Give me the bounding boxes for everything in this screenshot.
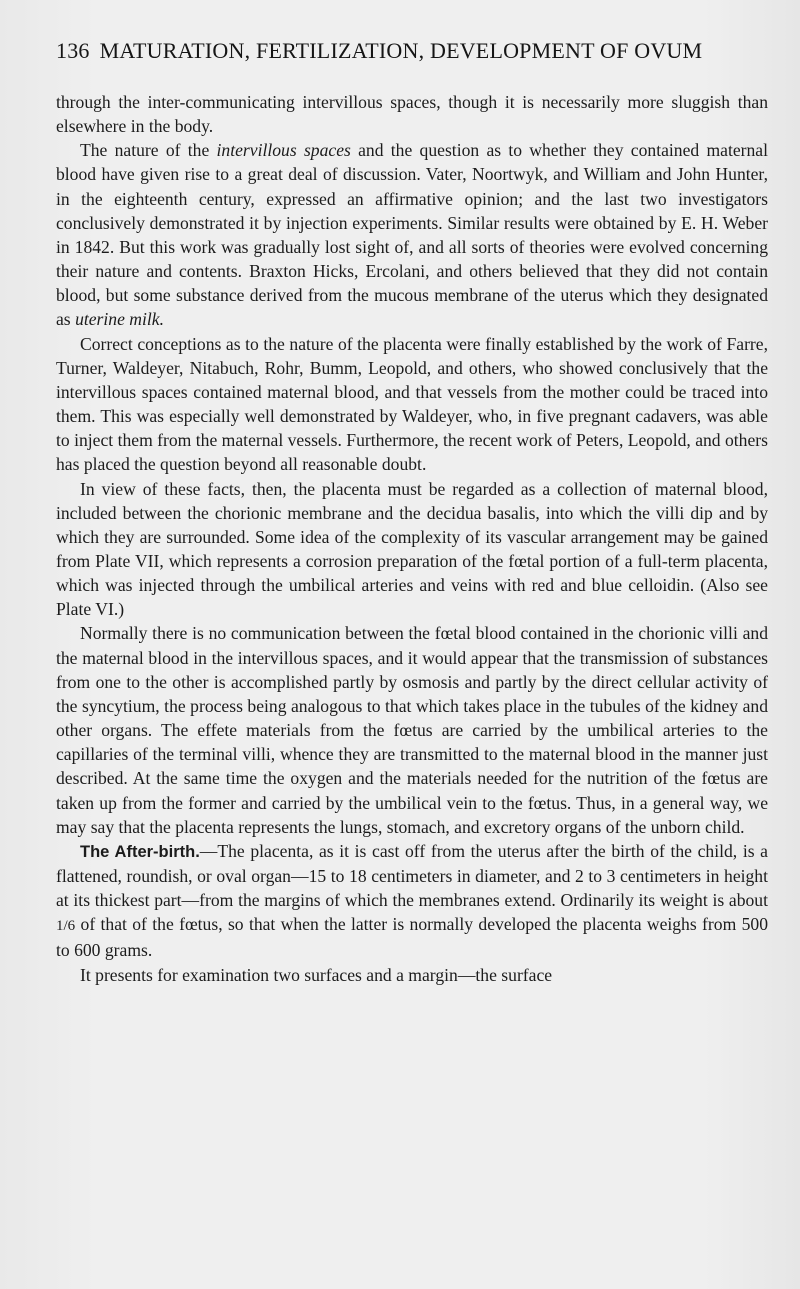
page-number: 136 [56, 38, 90, 63]
paragraph-4: In view of these facts, then, the placenta must be regarded as a collection of maternal blood, included between the chorionic membrane and the decidua basalis, into which the villi dip and by which they are surrounded. Some idea of the complexity of its vascular arrangement may be gained from Plate VII, which represents a corrosion preparation of the fœtal portion of a full-term placenta, which was injected through the umbilical arteries and veins with red and blue celloidin. (Also see Plate VI.) [56, 478, 768, 620]
fraction: 1/6 [56, 918, 76, 935]
section-heading: The After-birth. [80, 842, 200, 861]
paragraph-6-part-b: of that of the fœtus, so that when the latter is normally developed the placenta weighs from 500 to 600 grams. [56, 914, 768, 961]
paragraph-2-emphasis: intervillous spaces [216, 140, 351, 161]
paragraph-2-emphasis-2: uterine milk. [75, 309, 164, 330]
chapter-title: MATURATION, FERTILIZATION, DEVELOPMENT OF OVUM [99, 38, 703, 63]
paragraph-7: It presents for examination two surfaces and a margin—the surface [80, 964, 553, 985]
paragraph-6 [56, 839, 768, 963]
paragraph-5: Normally there is no communication between the fœtal blood contained in the chorionic villi and the maternal blood in the intervillous spaces, and it would appear that the transmission of substances from one to the other is accomplished partly by osmosis and partly by the direct cellular activity of the syncytium, the process being analogous to that which takes place in the tubules of the kidney and other organs. The effete materials from the fœtus are carried by the umbilical arteries to the capillaries of the terminal villi, whence they are transmitted to the maternal blood in the manner just described. At the same time the oxygen and the materials needed for the nutrition of the fœtus are taken up from the former and carried by the umbilical vein to the fœtus. Thus, in a general way, we may say that the placenta represents the lungs, stomach, and excretory organs of the unborn child. [56, 623, 768, 837]
paragraph-6-part-a: —The placenta, as it is cast off from the uterus after the birth of the child, is a flattened, roundish, or oval organ—15 to 18 centimeters in diameter, and 2 to 3 centimeters in height at its thickest part—from the margins of which the membranes extend. Ordinarily its weight is about [56, 840, 768, 911]
body-text [56, 90, 768, 987]
paragraph-2-part-b: and the question as to whether they contained maternal blood have given rise to a great deal of discussion. Vater, Noortwyk, and William and John Hunter, in the eighteenth century, expressed an affirmative opinion; and the last two investigators conclusively demonstrated it by injection experiments. Similar results were obtained by E. H. Weber in 1842. But this work was gradually lost sight of, and all sorts of theories were evolved concerning their nature and contents. Braxton Hicks, Ercolani, and others believed that they did not contain blood, but some substance derived from the mucous membrane of the uterus which they designated as [56, 140, 768, 330]
paragraph-2-part-a: The nature of the [80, 140, 217, 161]
running-head [56, 38, 756, 64]
paragraph-3: Correct conceptions as to the nature of the placenta were finally established by the work of Farre, Turner, Waldeyer, Nitabuch, Rohr, Bumm, Leopold, and others, who showed conclusively that the intervillous spaces contained maternal blood, and that vessels from the mother could be traced into them. This was especially well demonstrated by Waldeyer, who, in five pregnant cadavers, was able to inject them from the maternal vessels. Furthermore, the recent work of Peters, Leopold, and others has placed the question beyond all reasonable doubt. [56, 333, 768, 475]
paragraph-2 [56, 138, 768, 331]
paragraph-1: through the inter-communicating intervillous spaces, though it is necessarily more sluggish than elsewhere in the body. [56, 92, 768, 137]
